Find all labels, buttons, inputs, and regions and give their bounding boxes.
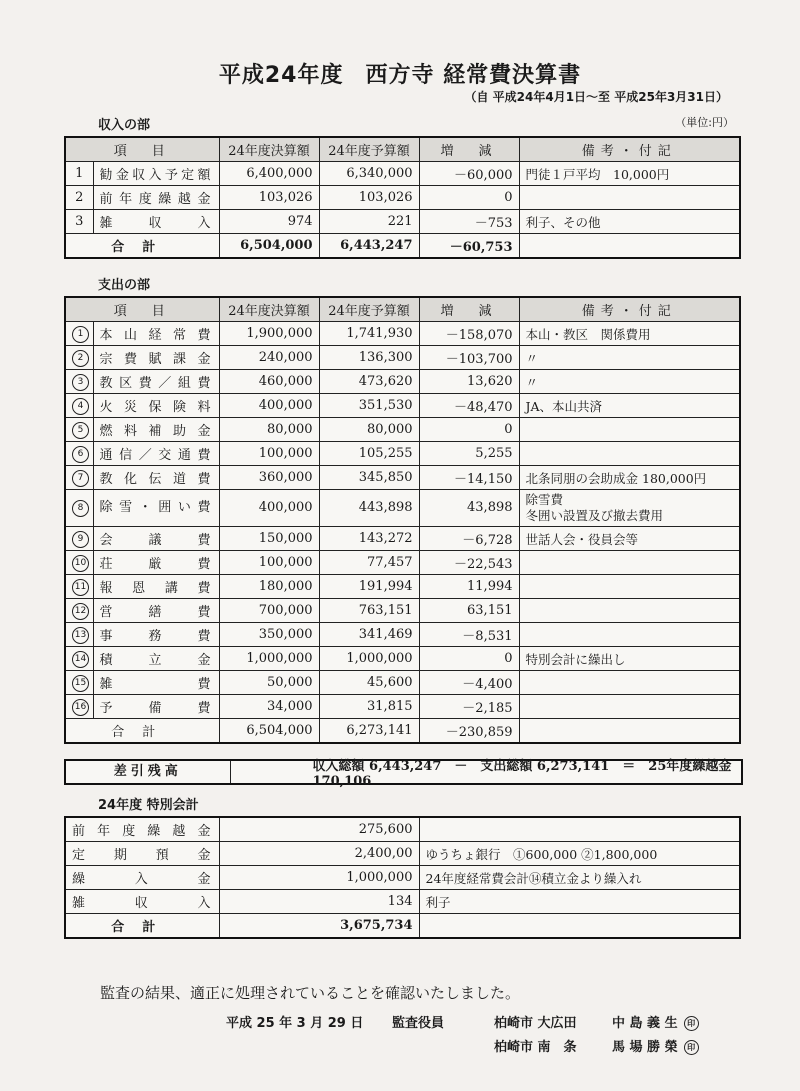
balance-row [64, 759, 743, 789]
seal-icon: 印 [684, 1016, 699, 1031]
row-no: 1 [65, 162, 93, 186]
auditor-place: 柏崎市 南 条 [494, 1040, 577, 1055]
col-note: 備考・付記 [519, 137, 740, 162]
fiscal-period: （自 平成24年4月1日～至 平成25年3月31日） [464, 90, 728, 104]
row-note [519, 599, 740, 623]
row-item: 報恩講費 [93, 575, 219, 599]
row-no [65, 418, 93, 442]
row-note [519, 186, 740, 210]
audit-role: 監査役員 [392, 1016, 445, 1031]
auditor-name [612, 1036, 699, 1055]
income-table [64, 136, 741, 259]
row-number-badge: 7 [72, 470, 89, 487]
row-note: ゆうちょ銀行 ①600,000 ②1,800,000 [419, 842, 740, 866]
table-row [65, 466, 740, 490]
row-item: 会議費 [93, 527, 219, 551]
table-row [65, 418, 740, 442]
total-diff: －230,859 [419, 719, 519, 744]
total-label: 合計 [65, 914, 219, 939]
col-actual: 24年度決算額 [219, 297, 319, 322]
total-actual: 6,504,000 [219, 719, 319, 744]
table-row [65, 527, 740, 551]
row-budget: 1,000,000 [319, 647, 419, 671]
row-diff: －60,000 [419, 162, 519, 186]
row-note [519, 466, 740, 490]
row-number-badge: 2 [72, 350, 89, 367]
row-actual: 1,900,000 [219, 322, 319, 346]
total-note [519, 234, 740, 259]
row-actual: 80,000 [219, 418, 319, 442]
row-item: 雑収入 [65, 890, 219, 914]
table-row [65, 186, 740, 210]
row-number-badge: 3 [72, 374, 89, 391]
table-row [65, 842, 740, 866]
row-item: 定期預金 [65, 842, 219, 866]
row-no [65, 370, 93, 394]
table-row [65, 394, 740, 418]
row-no [65, 490, 93, 527]
row-note [419, 817, 740, 842]
row-budget: 6,340,000 [319, 162, 419, 186]
table-row [65, 551, 740, 575]
row-diff: －158,070 [419, 322, 519, 346]
unit-label: （単位:円） [675, 116, 734, 129]
row-number-badge: 16 [72, 699, 89, 716]
total-diff: －60,753 [419, 234, 519, 259]
col-item: 項 目 [65, 137, 219, 162]
row-no: 3 [65, 210, 93, 234]
row-actual: 50,000 [219, 671, 319, 695]
row-note: 利子 [419, 890, 740, 914]
row-no [65, 346, 93, 370]
row-budget: 136,300 [319, 346, 419, 370]
row-note [519, 418, 740, 442]
row-no [65, 322, 93, 346]
row-diff: －22,543 [419, 551, 519, 575]
expense-table [64, 296, 741, 744]
row-actual: 150,000 [219, 527, 319, 551]
row-actual: 460,000 [219, 370, 319, 394]
row-diff: 5,255 [419, 442, 519, 466]
title-main: 西方寺 経常費決算書 [365, 63, 582, 88]
row-item: 営繕費 [93, 599, 219, 623]
table-row [65, 322, 740, 346]
row-no: 2 [65, 186, 93, 210]
row-actual: 6,400,000 [219, 162, 319, 186]
row-item: 積立金 [93, 647, 219, 671]
row-diff: －4,400 [419, 671, 519, 695]
row-note-text: JA、本山共済 [525, 398, 603, 414]
row-diff: －14,150 [419, 466, 519, 490]
row-note [519, 322, 740, 346]
row-no [65, 394, 93, 418]
special-total-row [65, 914, 740, 939]
row-item: 火災保険料 [93, 394, 219, 418]
audit-date: 平成 25 年 3 月 29 日 [226, 1016, 364, 1031]
row-number-badge: 8 [72, 500, 89, 517]
row-item: 前年度繰越金 [93, 186, 219, 210]
row-no [65, 527, 93, 551]
row-actual: 34,000 [219, 695, 319, 719]
row-note: 門徒１戸平均 10,000円 [519, 162, 740, 186]
auditor-place: 柏崎市 大広田 [494, 1016, 577, 1031]
row-actual: 103,026 [219, 186, 319, 210]
special-table [64, 816, 741, 939]
table-row [65, 442, 740, 466]
income-section-label: 収入の部 [98, 118, 151, 133]
row-note-text: 除雪費 [525, 492, 564, 507]
row-budget: 31,815 [319, 695, 419, 719]
row-item: 繰入金 [65, 866, 219, 890]
table-row [65, 623, 740, 647]
special-section-label: 24年度 特別会計 [98, 798, 199, 813]
col-note: 備考・付記 [519, 297, 740, 322]
row-budget: 341,469 [319, 623, 419, 647]
row-budget: 473,620 [319, 370, 419, 394]
table-row [65, 866, 740, 890]
row-amount: 1,000,000 [219, 866, 419, 890]
row-note [519, 551, 740, 575]
row-actual: 1,000,000 [219, 647, 319, 671]
row-item: 通信／交通費 [93, 442, 219, 466]
row-budget: 345,850 [319, 466, 419, 490]
row-item: 教化伝道費 [93, 466, 219, 490]
expense-section-label: 支出の部 [98, 278, 151, 293]
row-no [65, 442, 93, 466]
total-amount: 3,675,734 [219, 914, 419, 939]
row-note [519, 394, 740, 418]
col-diff: 増 減 [419, 137, 519, 162]
table-row [65, 162, 740, 186]
auditor-name-text: 馬 場 勝 榮 [612, 1040, 678, 1055]
document-title [0, 58, 800, 89]
row-amount: 134 [219, 890, 419, 914]
total-budget: 6,273,141 [319, 719, 419, 744]
row-budget: 1,741,930 [319, 322, 419, 346]
row-actual: 400,000 [219, 394, 319, 418]
row-number-badge: 10 [72, 555, 89, 572]
auditor-name [612, 1012, 699, 1031]
total-label: 合計 [65, 719, 219, 744]
row-note: 利子、その他 [519, 210, 740, 234]
row-diff: －48,470 [419, 394, 519, 418]
col-item: 項 目 [65, 297, 219, 322]
expense-header-row [65, 297, 740, 322]
row-diff: 11,994 [419, 575, 519, 599]
row-note [519, 695, 740, 719]
row-amount: 2,400,00 [219, 842, 419, 866]
balance-label: 差引残高 [66, 761, 231, 783]
row-diff: －8,531 [419, 623, 519, 647]
row-diff: －2,185 [419, 695, 519, 719]
row-diff: 43,898 [419, 490, 519, 527]
total-label: 合計 [65, 234, 219, 259]
row-note-text: 特別会計に繰出し [525, 651, 626, 667]
row-budget: 221 [319, 210, 419, 234]
col-budget: 24年度予算額 [319, 137, 419, 162]
row-note [519, 671, 740, 695]
row-actual: 240,000 [219, 346, 319, 370]
table-row [65, 817, 740, 842]
row-diff: 0 [419, 418, 519, 442]
row-note-text-2: 冬囲い設置及び撤去費用 [525, 508, 664, 523]
row-note-text: 〃 [525, 374, 539, 390]
seal-icon: 印 [684, 1040, 699, 1055]
table-row [65, 695, 740, 719]
row-item: 予備費 [93, 695, 219, 719]
table-row [65, 490, 740, 527]
row-item: 宗費賦課金 [93, 346, 219, 370]
title-year: 平成24年度 [218, 63, 344, 88]
audit-statement: 監査の結果、適正に処理されていることを確認いたしました。 [100, 984, 521, 1002]
row-budget: 763,151 [319, 599, 419, 623]
row-number-badge: 13 [72, 627, 89, 644]
balance-text: 収入総額 6,443,247 － 支出総額 6,273,141 ＝ 25年度繰越金 170,106 [312, 759, 732, 789]
row-budget: 105,255 [319, 442, 419, 466]
row-no [65, 695, 93, 719]
row-note [519, 527, 740, 551]
table-row [65, 647, 740, 671]
row-item: 勧金収入予定額 [93, 162, 219, 186]
row-number-badge: 1 [72, 326, 89, 343]
row-number-badge: 5 [72, 422, 89, 439]
row-number-badge: 6 [72, 446, 89, 463]
row-note: 24年度経常費会計⑭積立金より繰入れ [419, 866, 740, 890]
row-number-badge: 9 [72, 531, 89, 548]
row-item: 前年度繰越金 [65, 817, 219, 842]
row-no [65, 575, 93, 599]
row-note [519, 623, 740, 647]
row-budget: 45,600 [319, 671, 419, 695]
income-header-row [65, 137, 740, 162]
row-budget: 143,272 [319, 527, 419, 551]
row-number-badge: 11 [72, 579, 89, 596]
row-note [519, 346, 740, 370]
table-row [65, 210, 740, 234]
row-number-badge: 14 [72, 651, 89, 668]
row-note-text: 〃 [525, 350, 539, 366]
row-item: 荘厳費 [93, 551, 219, 575]
row-budget: 191,994 [319, 575, 419, 599]
row-actual: 360,000 [219, 466, 319, 490]
col-budget: 24年度予算額 [319, 297, 419, 322]
row-budget: 77,457 [319, 551, 419, 575]
row-diff: －6,728 [419, 527, 519, 551]
row-no [65, 466, 93, 490]
row-item: 教区費／組費 [93, 370, 219, 394]
row-no [65, 671, 93, 695]
income-total-row [65, 234, 740, 259]
auditor-name-text: 中 島 義 生 [612, 1016, 678, 1031]
total-actual: 6,504,000 [219, 234, 319, 259]
row-actual: 700,000 [219, 599, 319, 623]
row-budget: 351,530 [319, 394, 419, 418]
row-budget: 443,898 [319, 490, 419, 527]
row-item: 雑収入 [93, 210, 219, 234]
total-note [419, 914, 740, 939]
col-actual: 24年度決算額 [219, 137, 319, 162]
row-diff: 13,620 [419, 370, 519, 394]
row-item: 事務費 [93, 623, 219, 647]
row-diff: －753 [419, 210, 519, 234]
row-note-text: 本山・教区 関係費用 [525, 326, 651, 342]
row-item: 雑費 [93, 671, 219, 695]
row-note [519, 647, 740, 671]
row-no [65, 599, 93, 623]
row-actual: 100,000 [219, 551, 319, 575]
row-diff: －103,700 [419, 346, 519, 370]
table-row [65, 890, 740, 914]
row-note [519, 490, 740, 527]
row-no [65, 647, 93, 671]
row-note [519, 370, 740, 394]
expense-total-row [65, 719, 740, 744]
row-diff: 0 [419, 647, 519, 671]
row-number-badge: 12 [72, 603, 89, 620]
row-item: 本山経常費 [93, 322, 219, 346]
row-number-badge: 4 [72, 398, 89, 415]
total-note [519, 719, 740, 744]
table-row [65, 671, 740, 695]
row-diff: 0 [419, 186, 519, 210]
row-item: 燃料補助金 [93, 418, 219, 442]
row-no [65, 551, 93, 575]
total-budget: 6,443,247 [319, 234, 419, 259]
table-row [65, 346, 740, 370]
row-budget: 103,026 [319, 186, 419, 210]
row-amount: 275,600 [219, 817, 419, 842]
table-row [65, 575, 740, 599]
row-note-text: 世話人会・役員会等 [525, 531, 639, 547]
row-actual: 400,000 [219, 490, 319, 527]
row-actual: 180,000 [219, 575, 319, 599]
row-actual: 974 [219, 210, 319, 234]
row-number-badge: 15 [72, 675, 89, 692]
row-note [519, 575, 740, 599]
table-row [65, 599, 740, 623]
row-actual: 100,000 [219, 442, 319, 466]
row-actual: 350,000 [219, 623, 319, 647]
row-no [65, 623, 93, 647]
row-note-text: 北条同朋の会助成金 180,000円 [525, 470, 707, 486]
row-item: 除雪・囲い費 [93, 490, 219, 527]
row-budget: 80,000 [319, 418, 419, 442]
col-diff: 増 減 [419, 297, 519, 322]
row-note [519, 442, 740, 466]
row-diff: 63,151 [419, 599, 519, 623]
table-row [65, 370, 740, 394]
